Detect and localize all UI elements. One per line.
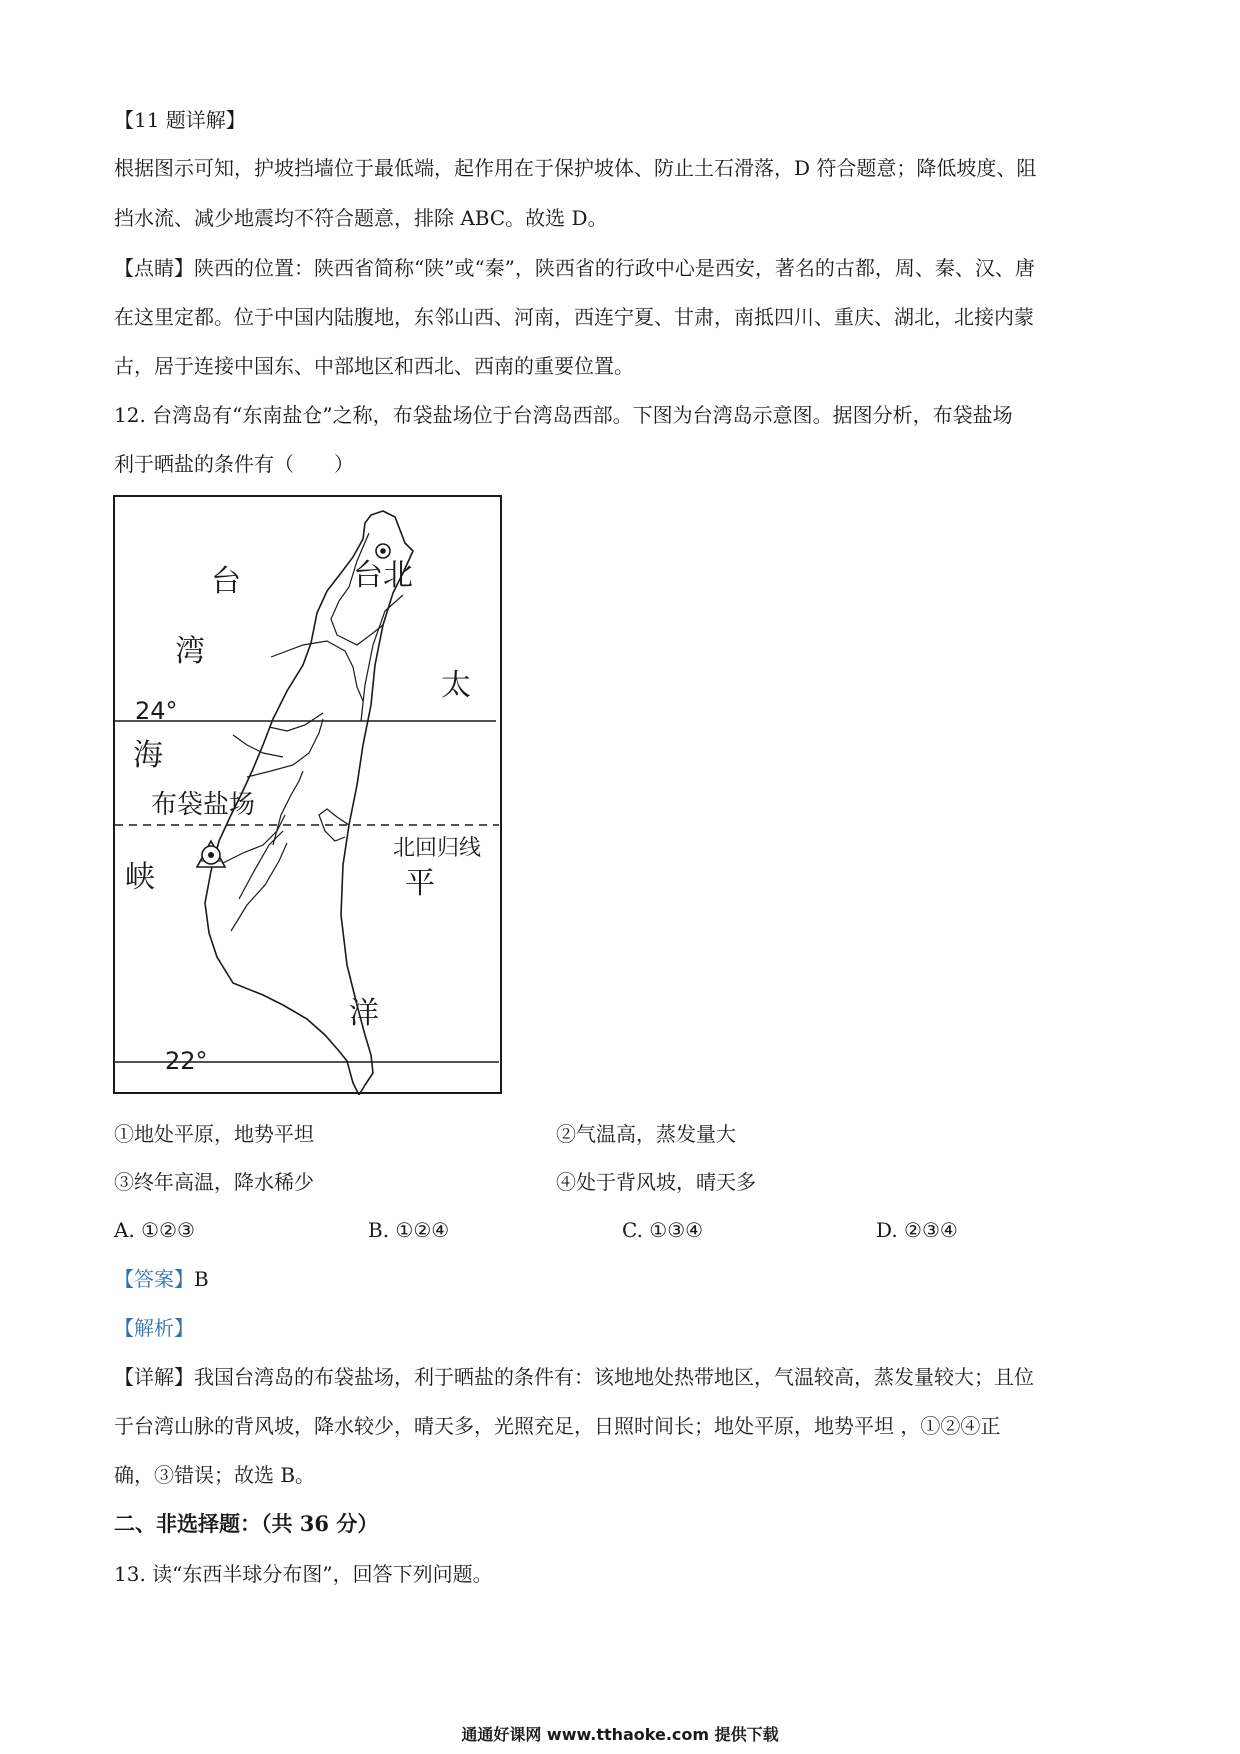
detail-line-2: 于台湾山脉的背风坡，降水较少，晴天多，光照充足，日照时间长；地处平原，地势平坦 ，①②④正	[114, 1414, 1001, 1438]
question-12-line-2: 利于晒盐的条件有（ ）	[114, 452, 354, 476]
map-label-tai: 台	[211, 564, 241, 599]
map-label-lat-22: 22°	[165, 1047, 208, 1075]
statement-1: ①地处平原，地势平坦	[114, 1122, 314, 1146]
page-footer: 通通好课网 www.tthaoke.com 提供下载	[461, 1725, 779, 1744]
map-label-xia: 峡	[125, 860, 155, 895]
choice-a: A. ①②③	[114, 1218, 195, 1242]
map-label-yang: 洋	[349, 996, 379, 1031]
dianjing-line-2: 在这里定都。位于中国内陆腹地，东邻山西、河南，西连宁夏、甘肃，南抵四川、重庆、湖北，北接内蒙	[114, 305, 1034, 329]
map-label-taibei: 台北	[353, 558, 413, 593]
statement-3: ③终年高温，降水稀少	[114, 1170, 314, 1194]
answer-label: 【答案】	[114, 1267, 194, 1291]
map-label-wan: 湾	[175, 634, 205, 669]
section-11-title: 【11 题详解】	[114, 108, 246, 132]
dianjing-line-1: 【点睛】陕西的位置：陕西省简称“陕”或“秦”，陕西省的行政中心是西安，著名的古都，周、秦、汉、唐	[114, 256, 1035, 280]
taiwan-map	[113, 495, 503, 1095]
map-label-lat-24: 24°	[135, 697, 178, 725]
section-11-line-1: 根据图示可知，护坡挡墙位于最低端，起作用在于保护坡体、防止土石滑落，D 符合题意；降低坡度、阻	[114, 156, 1037, 180]
capital-icon-dot	[380, 548, 386, 554]
map-label-budai: 布袋盐场	[151, 790, 256, 820]
answer-value: B	[194, 1267, 209, 1291]
analysis-label: 【解析】	[114, 1316, 194, 1340]
answer-line	[114, 1265, 209, 1293]
detail-line-1: 【详解】我国台湾岛的布袋盐场，利于晒盐的条件有：该地地处热带地区，气温较高，蒸发量较大；且位	[114, 1365, 1034, 1389]
map-label-ping: 平	[405, 866, 435, 901]
choice-c: C. ①③④	[622, 1218, 704, 1242]
question-12-line-1: 12. 台湾岛有“东南盐仓”之称，布袋盐场位于台湾岛西部。下图为台湾岛示意图。据图分析，布袋盐场	[114, 403, 1013, 427]
section-11-line-2: 挡水流、减少地震均不符合题意，排除 ABC。故选 D。	[114, 206, 608, 230]
choice-b: B. ①②④	[368, 1218, 450, 1242]
dianjing-line-3: 古，居于连接中国东、中部地区和西北、西南的重要位置。	[114, 354, 634, 378]
section-2-title: 二、非选择题：（共 36 分）	[114, 1511, 379, 1536]
choice-d: D. ②③④	[876, 1218, 958, 1242]
salt-field-dot	[208, 852, 214, 858]
map-label-tropic: 北回归线	[393, 836, 482, 861]
map-label-taiyang-tai: 太	[441, 668, 471, 703]
statement-4: ④处于背风坡，晴天多	[556, 1170, 756, 1194]
statement-2: ②气温高，蒸发量大	[556, 1122, 736, 1146]
map-label-hai: 海	[133, 738, 163, 773]
detail-line-3: 确，③错误；故选 B。	[114, 1463, 316, 1487]
question-13: 13. 读“东西半球分布图”，回答下列问题。	[114, 1562, 493, 1586]
